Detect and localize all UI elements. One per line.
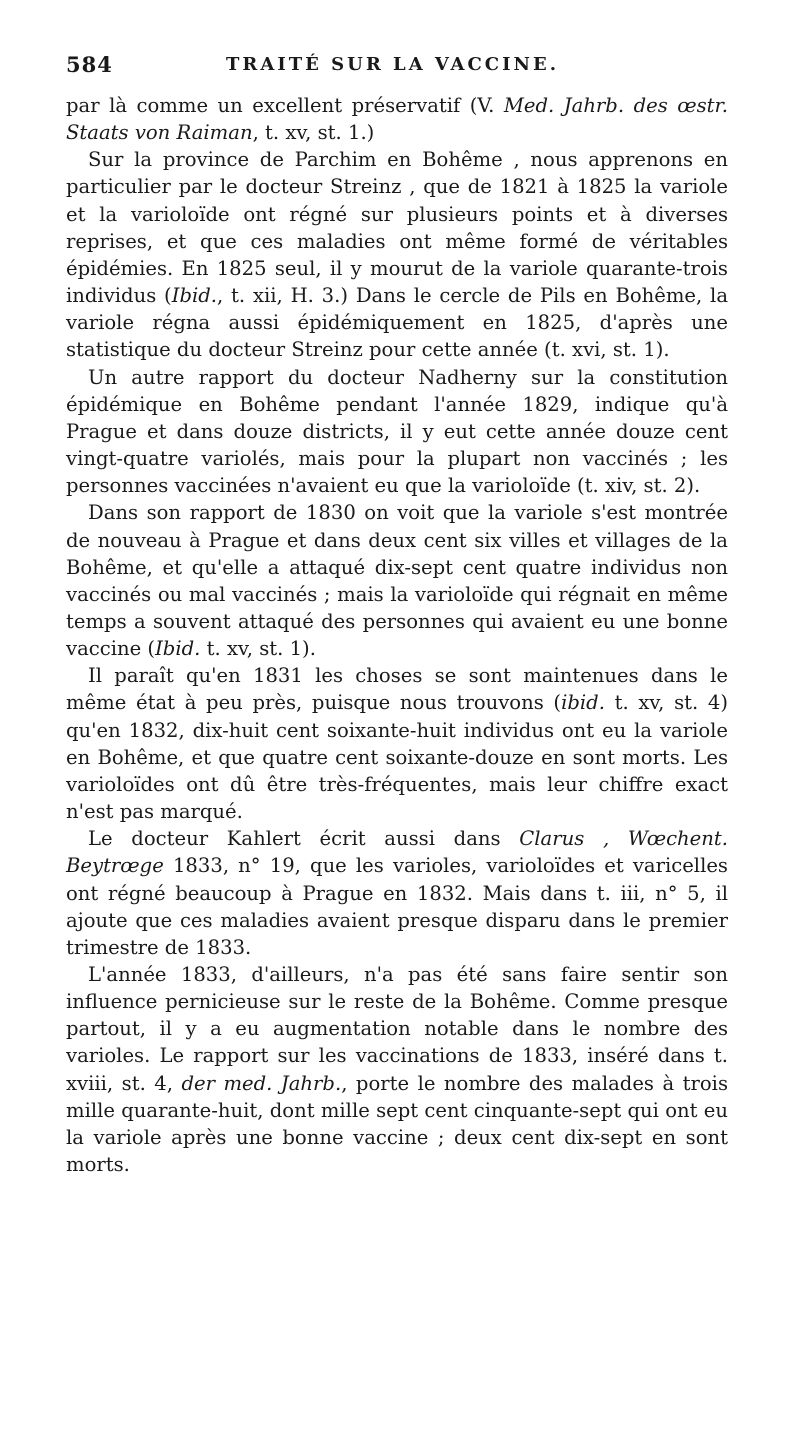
paragraph bbox=[66, 961, 728, 1178]
italic-reference: Clarus , Wœchent. Beytrœge bbox=[66, 827, 728, 878]
text-segment: t. xv, st. 1). bbox=[200, 637, 316, 661]
paragraph bbox=[66, 146, 728, 363]
running-title: TRAITÉ SUR LA VACCINE. bbox=[226, 54, 559, 75]
text-segment: 1833, n° 19, que les varioles, varioloïdes et varicelles ont régné beaucoup à Prague en 1832. Mais dans t. iii, n° 5, il ajoute que ces maladies avaient presque disparu dans le premier trimestre de 1833. bbox=[66, 854, 728, 959]
text-segment: par là comme un excellent préservatif (V. bbox=[66, 94, 504, 117]
text-segment: L'année 1833, d'ailleurs, n'a pas été sans faire sentir son influence pernicieuse sur le reste de la Bohême. Comme presque partout, il y a eu augmentation notable dans le nombre des varioles. Le rapport sur les vaccinations de 1833, inséré dans t. xviii, st. 4, bbox=[66, 963, 728, 1095]
text-segment: Un autre rapport du docteur Nadherny sur la constitution épidémique en Bohême pendant l'année 1829, indique qu'à Prague et dans douze districts, il y eut cette année douze cent vingt-quatre variolés, mais pour la plupart non vaccinés ; les personnes vaccinées n'avaient eu que la varioloïde (t. xiv, st. 2). bbox=[66, 365, 728, 498]
paragraph bbox=[66, 825, 728, 961]
paragraph bbox=[66, 499, 728, 662]
text-segment: , t. xii, H. 3.) Dans le cercle de Pils en Bohême, la variole régna aussi épidémiquement en 1825, d'après une statistique du docteur Streinz pour cette année (t. xvi, st. 1). bbox=[66, 284, 729, 362]
text-segment: Dans son rapport de 1830 on voit que la variole s'est montrée de nouveau à Prague et dans deux cent six villes et villages de la Bohême, et qu'elle a attaqué dix-sept cent quatre individus non vaccinés ou mal vaccinés ; mais la varioloïde qui régnait en même temps a souvent attaqué des personnes qui avaient eu une bonne vaccine ( bbox=[66, 501, 728, 661]
italic-reference: ibid. bbox=[561, 691, 605, 715]
text-segment: Il paraît qu'en 1831 les choses se sont maintenues dans le même état à peu près, puisque nous trouvons ( bbox=[66, 664, 728, 715]
body-text bbox=[66, 92, 728, 1178]
paragraph bbox=[66, 92, 728, 146]
italic-reference: der med. Jahrb. bbox=[181, 1071, 342, 1095]
text-segment: Le docteur Kahlert écrit aussi dans bbox=[88, 827, 520, 851]
text-segment: t. xv, st. 4) qu'en 1832, dix-huit cent soixante-huit individus ont eu la variole en Bohême, et que quatre cent soixante-douze en sont morts. Les varioloïdes ont dû être très-fréquentes, mais leur chiffre exact n'est pas marqué. bbox=[66, 691, 728, 824]
page-header bbox=[66, 52, 728, 88]
italic-reference: Ibid. bbox=[171, 284, 218, 308]
page-number: 584 bbox=[66, 52, 113, 77]
paragraph bbox=[66, 662, 728, 825]
italic-reference: Med. Jahrb. des œstr. Staats von Raiman bbox=[66, 94, 728, 145]
italic-reference: Ibid. bbox=[155, 637, 201, 661]
text-segment: , t. xv, st. 1.) bbox=[252, 121, 375, 145]
paragraph bbox=[66, 364, 728, 500]
text-segment: Sur la province de Parchim en Bohême , nous apprenons en particulier par le docteur Streinz , que de 1821 à 1825 la variole et la varioloïde ont régné sur plusieurs points et à diverses reprises, et que ces maladies ont même formé de véritables épidémies. En 1825 seul, il y mourut de la variole quarante-trois individus ( bbox=[66, 148, 728, 308]
text-segment: , porte le nombre des malades à trois mille quarante-huit, dont mille sept cent cinquante-sept qui ont eu la variole après une bonne vaccine ; deux cent dix-sept en sont morts. bbox=[66, 1071, 729, 1177]
